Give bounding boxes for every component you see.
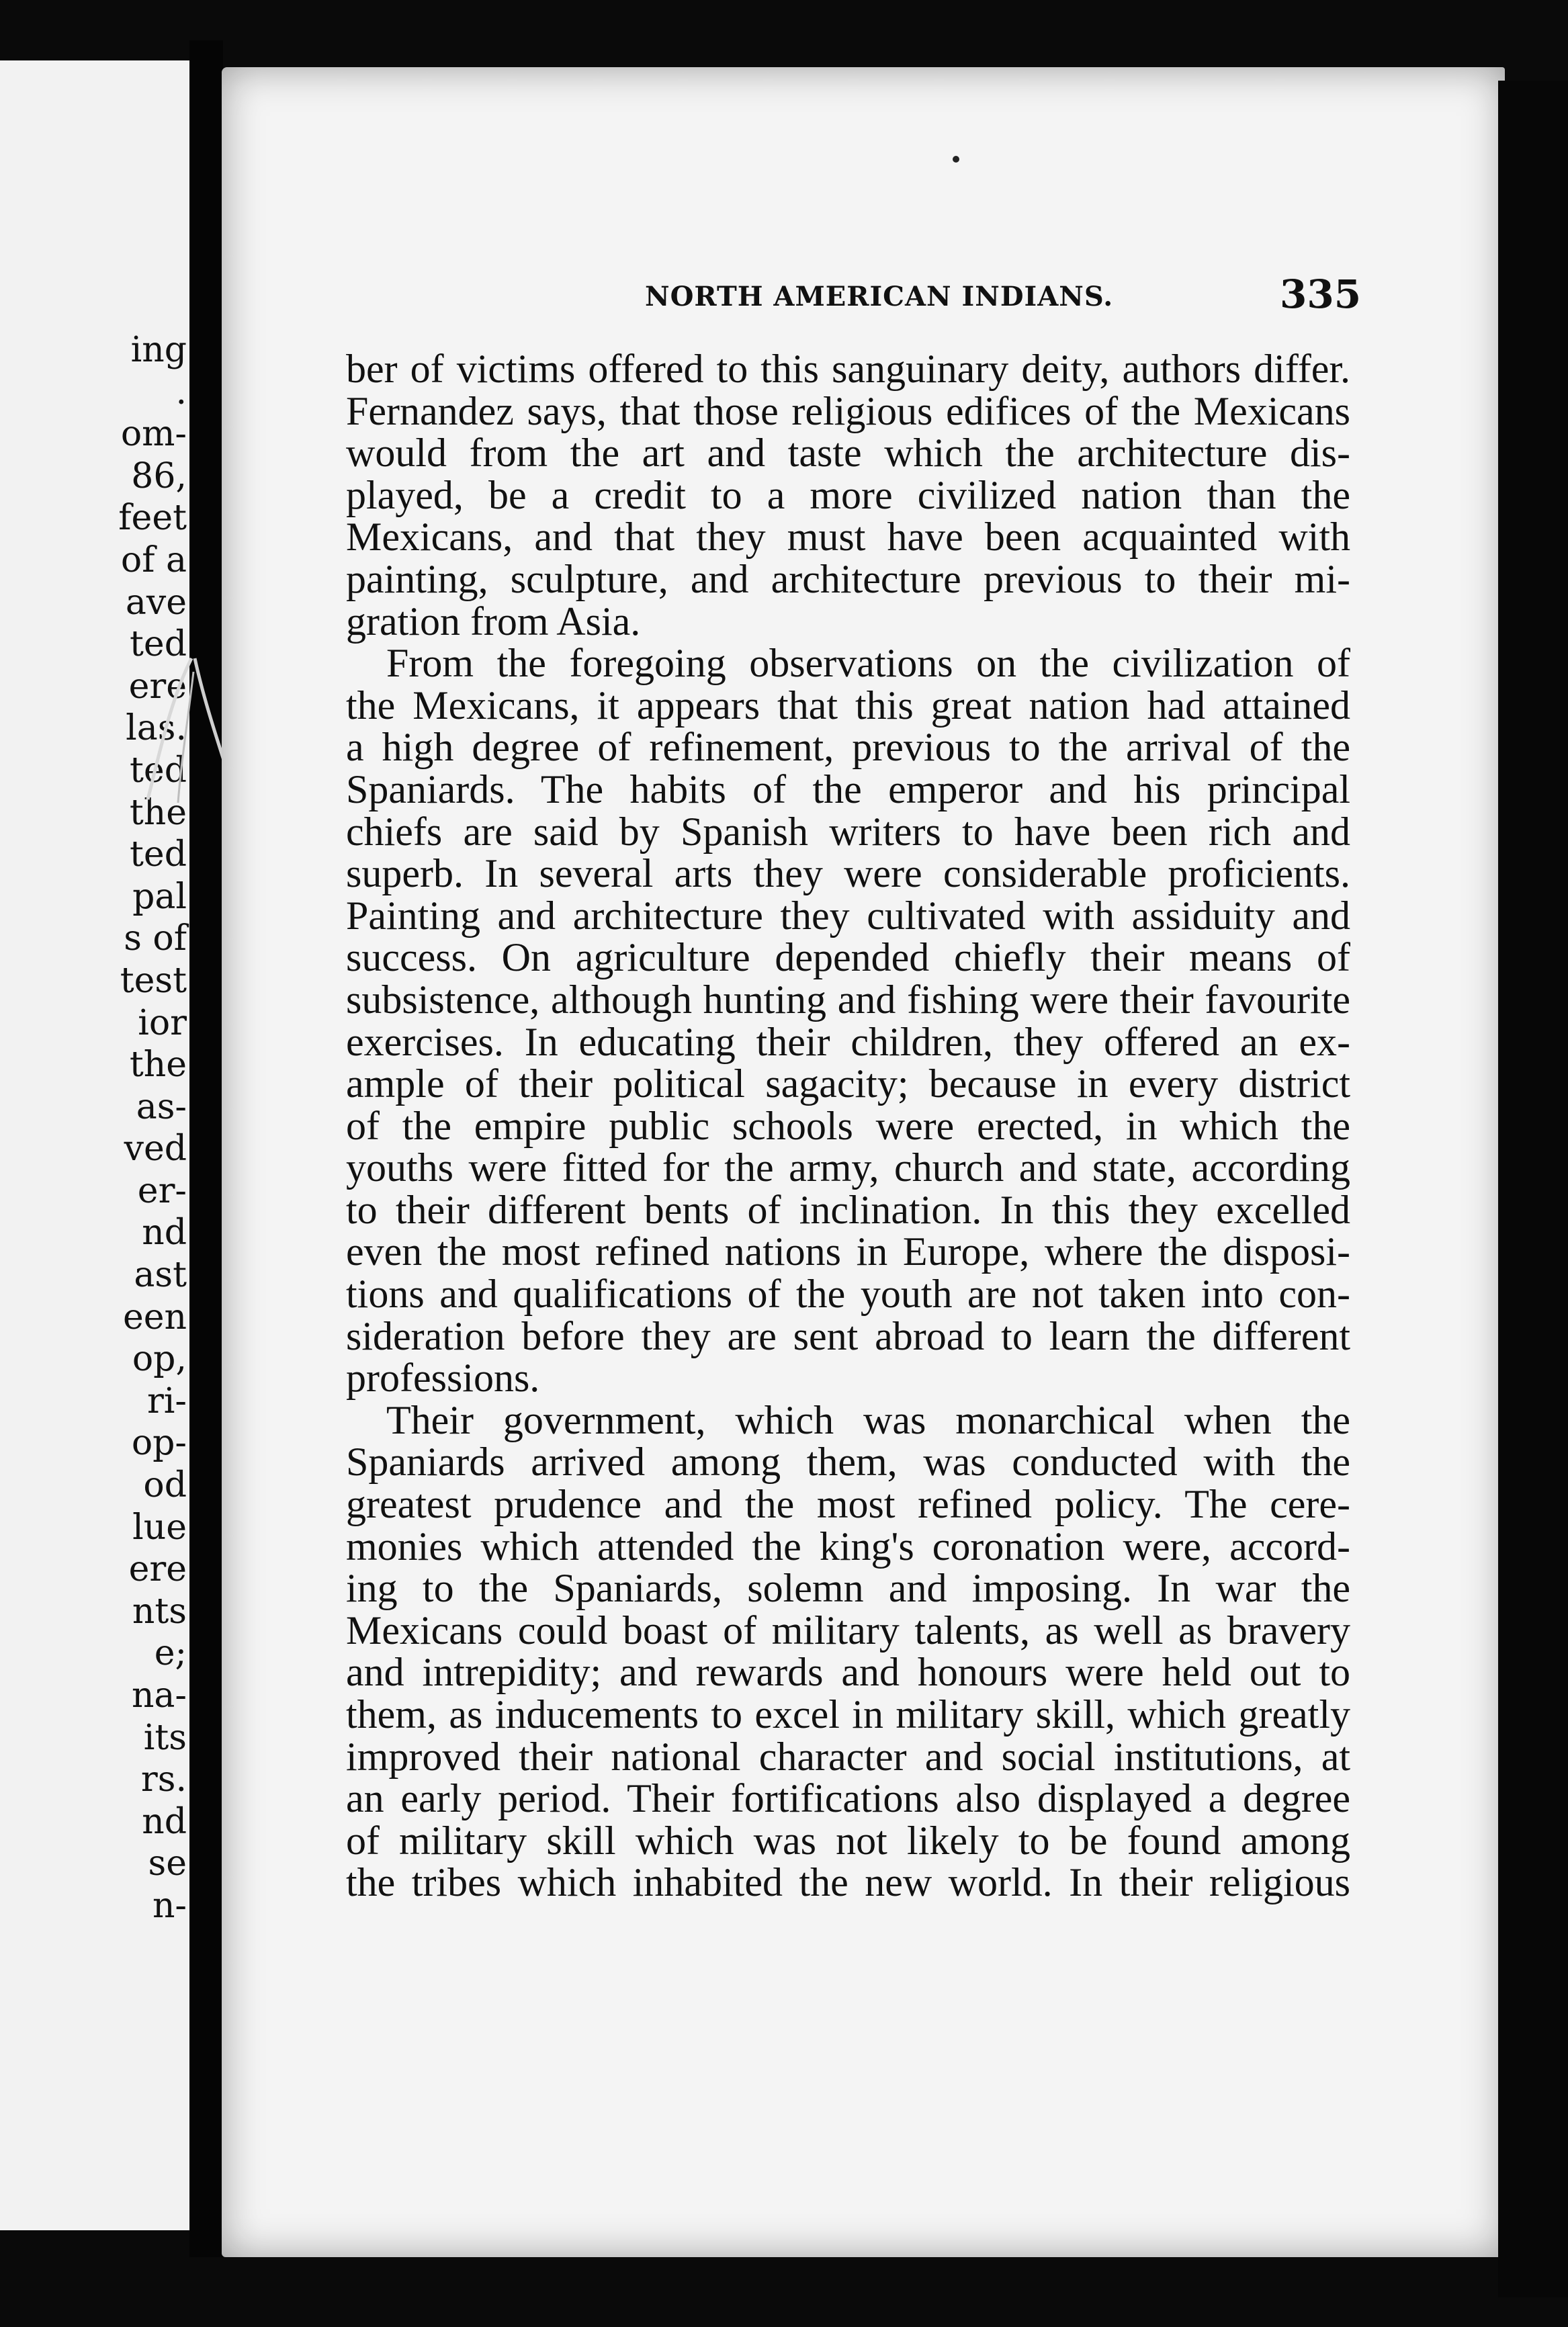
paragraph <box>346 642 1350 1399</box>
left-fragment-line: ri- <box>146 1380 187 1421</box>
text-line: them, as inducements to excel in military skill, which greatly <box>346 1692 1350 1737</box>
left-fragment-line: as- <box>136 1086 187 1127</box>
text-line: Mexicans could boast of military talents, as well as bravery <box>346 1608 1350 1653</box>
left-fragment-line: e; <box>154 1633 187 1674</box>
text-line: and intrepidity; and rewards and honours were held out to <box>346 1650 1350 1695</box>
left-fragment-line: ing <box>130 330 187 370</box>
text-line: exercises. In educating their children, they offered an ex- <box>346 1019 1350 1064</box>
text-line: the tribes which inhabited the new world. In their religious <box>346 1860 1350 1905</box>
text-line: of military skill which was not likely to be found among <box>346 1818 1350 1863</box>
left-fragment-line: rs. <box>140 1759 187 1800</box>
left-fragment-line: ior <box>138 1002 187 1043</box>
running-head: NORTH AMERICAN INDIANS. <box>645 281 1114 312</box>
left-fragment-line: . <box>175 371 187 412</box>
book-gutter <box>189 40 223 2257</box>
left-fragment-line: the <box>129 792 187 833</box>
left-fragment-line: its <box>143 1717 187 1758</box>
text-line: success. On agriculture depended chiefly their means of <box>346 935 1350 980</box>
text-line: subsistence, although hunting and fishing were their favourite <box>346 977 1350 1022</box>
text-line: tions and qualifications of the youth are not taken into con- <box>346 1272 1350 1317</box>
left-page-text-fragments <box>26 329 187 1927</box>
left-fragment-line: ast <box>134 1255 187 1296</box>
text-line: youths were fitted for the army, church and state, according <box>346 1145 1350 1190</box>
left-fragment-line: na- <box>131 1675 187 1716</box>
left-fragment-line: ere <box>128 666 187 707</box>
text-line: monies which attended the king's coronation were, accord- <box>346 1524 1350 1569</box>
text-line: the Mexicans, it appears that this great nation had attained <box>346 683 1350 728</box>
text-line: even the most refined nations in Europe, where the disposi- <box>346 1229 1350 1274</box>
text-line: ber of victims offered to this sanguinary deity, authors differ. <box>346 347 1350 391</box>
left-fragment-line: op, <box>132 1339 187 1380</box>
left-fragment-line: om- <box>120 414 187 455</box>
text-line: an early period. Their fortifications also displayed a degree <box>346 1776 1350 1821</box>
left-fragment-line: ted <box>130 750 187 791</box>
text-line: a high degree of refinement, previous to the arrival of the <box>346 725 1350 770</box>
left-fragment-line: nts <box>132 1591 187 1632</box>
text-line: greatest prudence and the most refined policy. The cere- <box>346 1482 1350 1527</box>
text-line: ample of their political sagacity; because in every district <box>346 1061 1350 1106</box>
text-line: of the empire public schools were erected, in which the <box>346 1103 1350 1148</box>
left-fragment-line: n- <box>152 1885 187 1926</box>
page-number: 335 <box>1280 271 1362 317</box>
left-fragment-line: the <box>129 1045 187 1086</box>
text-line: Fernandez says, that those religious edifices of the Mexicans <box>346 388 1350 433</box>
text-line: Mexicans, and that they must have been acquainted with <box>346 515 1350 560</box>
right-page-edge <box>1498 81 1568 2297</box>
left-fragment-line: ere <box>128 1549 187 1590</box>
left-fragment-line: lue <box>132 1507 187 1548</box>
text-line: improved their national character and social institutions, at <box>346 1734 1350 1779</box>
left-fragment-line: op- <box>131 1423 187 1464</box>
left-fragment-line: een <box>122 1297 187 1337</box>
paragraph <box>346 348 1350 642</box>
text-line: Spaniards. The habits of the emperor and his principal <box>346 766 1350 811</box>
left-fragment-line: nd <box>142 1213 187 1254</box>
body-text <box>346 348 1350 1904</box>
text-line: would from the art and taste which the architecture dis- <box>346 431 1350 476</box>
left-fragment-line: pal <box>132 876 187 917</box>
left-fragment-line: er- <box>137 1170 187 1211</box>
left-fragment-line: ted <box>130 834 187 875</box>
text-line: ing to the Spaniards, solemn and imposing. In war the <box>346 1566 1350 1611</box>
text-line: superb. In several arts they were considerable proficients. <box>346 851 1350 896</box>
text-line: Painting and architecture they cultivated with assiduity and <box>346 893 1350 938</box>
left-fragment-line: nd <box>142 1801 187 1842</box>
left-fragment-line: las. <box>126 708 187 749</box>
text-line: sideration before they are sent abroad to learn the different <box>346 1313 1350 1358</box>
left-fragment-line: ave <box>125 582 187 623</box>
left-fragment-line: feet <box>118 498 187 539</box>
left-page-fragment <box>0 60 189 2230</box>
text-line: professions. <box>346 1356 540 1401</box>
left-fragment-line: se <box>148 1843 187 1884</box>
left-fragment-line: 86, <box>131 455 187 496</box>
text-line: chiefs are said by Spanish writers to have been rich and <box>346 809 1350 854</box>
paragraph <box>346 1399 1350 1904</box>
text-line: painting, sculpture, and architecture previous to their mi- <box>346 556 1350 601</box>
text-line: gration from Asia. <box>346 599 641 644</box>
text-line: to their different bents of inclination. In this they excelled <box>346 1187 1350 1232</box>
text-line: From the foregoing observations on the civilization of <box>386 641 1350 686</box>
left-fragment-line: ted <box>130 624 187 665</box>
left-fragment-line: s of <box>124 918 187 959</box>
text-line: Spaniards arrived among them, was conducted with the <box>346 1440 1350 1485</box>
left-fragment-line: test <box>120 960 187 1001</box>
left-fragment-line: of a <box>120 539 187 580</box>
left-fragment-line: ved <box>124 1129 187 1170</box>
text-line: Their government, which was monarchical when the <box>386 1397 1350 1442</box>
left-fragment-line: od <box>143 1465 187 1506</box>
ink-speck <box>953 156 959 163</box>
text-line: played, be a credit to a more civilized nation than the <box>346 472 1350 517</box>
